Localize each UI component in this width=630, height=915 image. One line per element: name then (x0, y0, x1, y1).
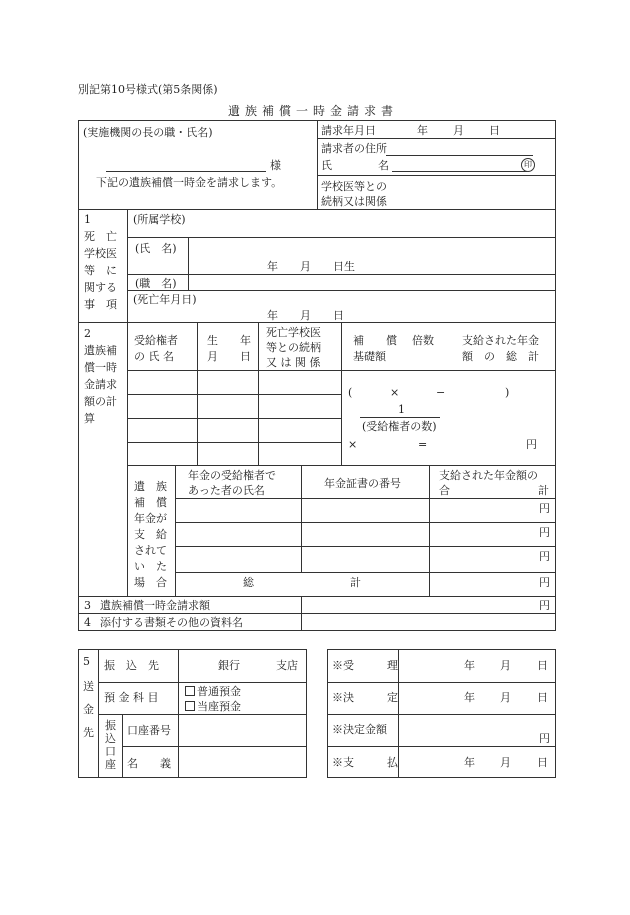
sama-label: 様 (270, 159, 281, 172)
formula-paren-open: ( (348, 386, 353, 399)
section1-number: 1 (84, 213, 91, 226)
formula-yen: 円 (526, 438, 537, 451)
name-input[interactable] (392, 171, 527, 172)
section2-number: 2 (84, 327, 91, 340)
addressee-line[interactable] (106, 171, 266, 172)
address-input[interactable] (386, 155, 533, 156)
section4-label: 添付する書類その他の資料名 (100, 616, 243, 629)
birth-date: 年 月 日生 (267, 260, 355, 273)
job-title-label: (職 名) (135, 277, 177, 290)
form-title: 遺族補償一時金請求書 (228, 104, 399, 118)
request-statement: 下記の遺族補償一時金を請求します。 (96, 176, 283, 189)
request-date-label: 請求年月日 (321, 124, 376, 137)
school-label: (所属学校) (133, 213, 186, 226)
deposit-current-checkbox[interactable]: 当座預金 (185, 701, 241, 712)
section5-number: 5 (83, 655, 90, 668)
death-date: 年 月 日 (267, 309, 344, 322)
section3-label: 遺族補償一時金請求額 (100, 599, 210, 612)
form-number: 別記第10号様式(第5条関係) (78, 83, 218, 96)
bank-field[interactable]: 銀行 (218, 659, 240, 672)
address-label: 請求者の住所 (321, 142, 387, 155)
institution-head-label: (実施機関の長の職・氏名) (83, 126, 213, 139)
total-label: 総 (243, 576, 254, 589)
seal-icon: 印 (521, 158, 535, 172)
branch-field[interactable]: 支店 (276, 659, 298, 672)
death-date-label: (死亡年月日) (133, 293, 197, 306)
deceased-name-label: (氏 名) (135, 242, 177, 255)
deposit-ordinary-checkbox[interactable]: 普通預金 (185, 686, 241, 697)
formula-fraction-bar (360, 417, 440, 418)
